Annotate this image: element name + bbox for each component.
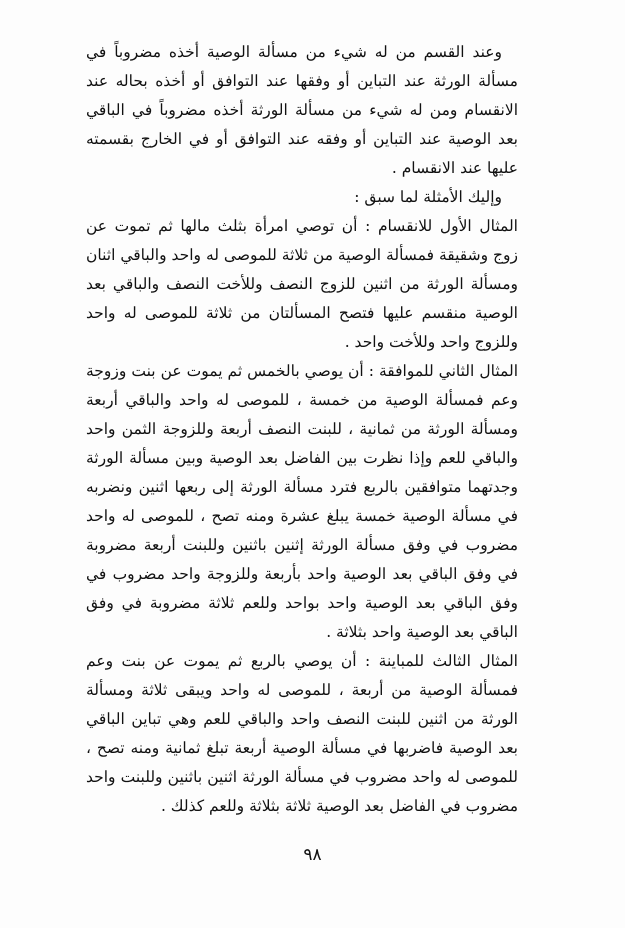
- paragraph-examples-heading: وإليك الأمثلة لما سبق :: [354, 188, 502, 206]
- paragraph-example-3: المثال الثالث للمباينة : أن يوصي بالربع ثم يموت عن بنت وعم فمسألة الوصية من أربعة ، للموصى له واحد ويبقى ثلاثة ومسألة الورثة من اثنين للبنت النصف واحد والباقي للعم وهي تباين الباقي بعد الوصية فاضربها في مسألة الوصية أربعة تبلغ ثمانية ومنه تصح ، للموصى له واحد مضروب في مسألة الورثة اثنين باثنين وللبنت واحد مضروب في الفاضل بعد الوصية ثلاثة بثلاثة وللعم كذلك .: [86, 652, 518, 815]
- body-text: [86, 38, 518, 821]
- paragraph-example-1: المثال الأول للانقسام : أن توصي امرأة بثلث مالها ثم تموت عن زوج وشقيقة فمسألة الوصية من ثلاثة للموصى له واحد والباقي اثنان ومسألة الورثة من اثنين للزوج النصف وللأخت النصف والباقي بعد الوصية منقسم عليها فتصح المسألتان من ثلاثة للموصى له واحد وللزوج واحد وللأخت واحد .: [86, 217, 518, 351]
- paragraph-example-2: المثال الثاني للموافقة : أن يوصي بالخمس ثم يموت عن بنت وزوجة وعم فمسألة الوصية من خمسة ، للموصى له واحد والباقي أربعة ومسألة الورثة من ثمانية ، للبنت النصف أربعة وللزوجة الثمن واحد والباقي للعم وإذا نظرت بين الفاضل بعد الوصية وبين مسألة الورثة وجدتهما متوافقين بالربع فترد مسألة الورثة إلى ربعها اثنين ونضربه في مسألة الوصية خمسة يبلغ عشرة ومنه تصح ، للموصى له واحد مضروب في وفق مسألة الورثة إثنين باثنين وللبنت أربعة مضروبة في وفق الباقي بعد الوصية واحد بأربعة وللزوجة واحد مضروب في وفق الباقي بعد الوصية واحد بواحد وللعم ثلاثة مضروبة في وفق الباقي بعد الوصية واحد بثلاثة .: [86, 362, 518, 641]
- page-number: ٩٨: [303, 845, 322, 865]
- paragraph-intro: وعند القسم من له شيء من مسألة الوصية أخذه مضروباً في مسألة الورثة عند التباين أو وفقها عند التوافق أو أخذه بحاله عند الانقسام ومن له شيء من مسألة الورثة أخذه مضروباً في الباقي بعد الوصية عند التباين أو وفقه عند التوافق أو في الخارج بقسمته عليها عند الانقسام .: [86, 43, 518, 177]
